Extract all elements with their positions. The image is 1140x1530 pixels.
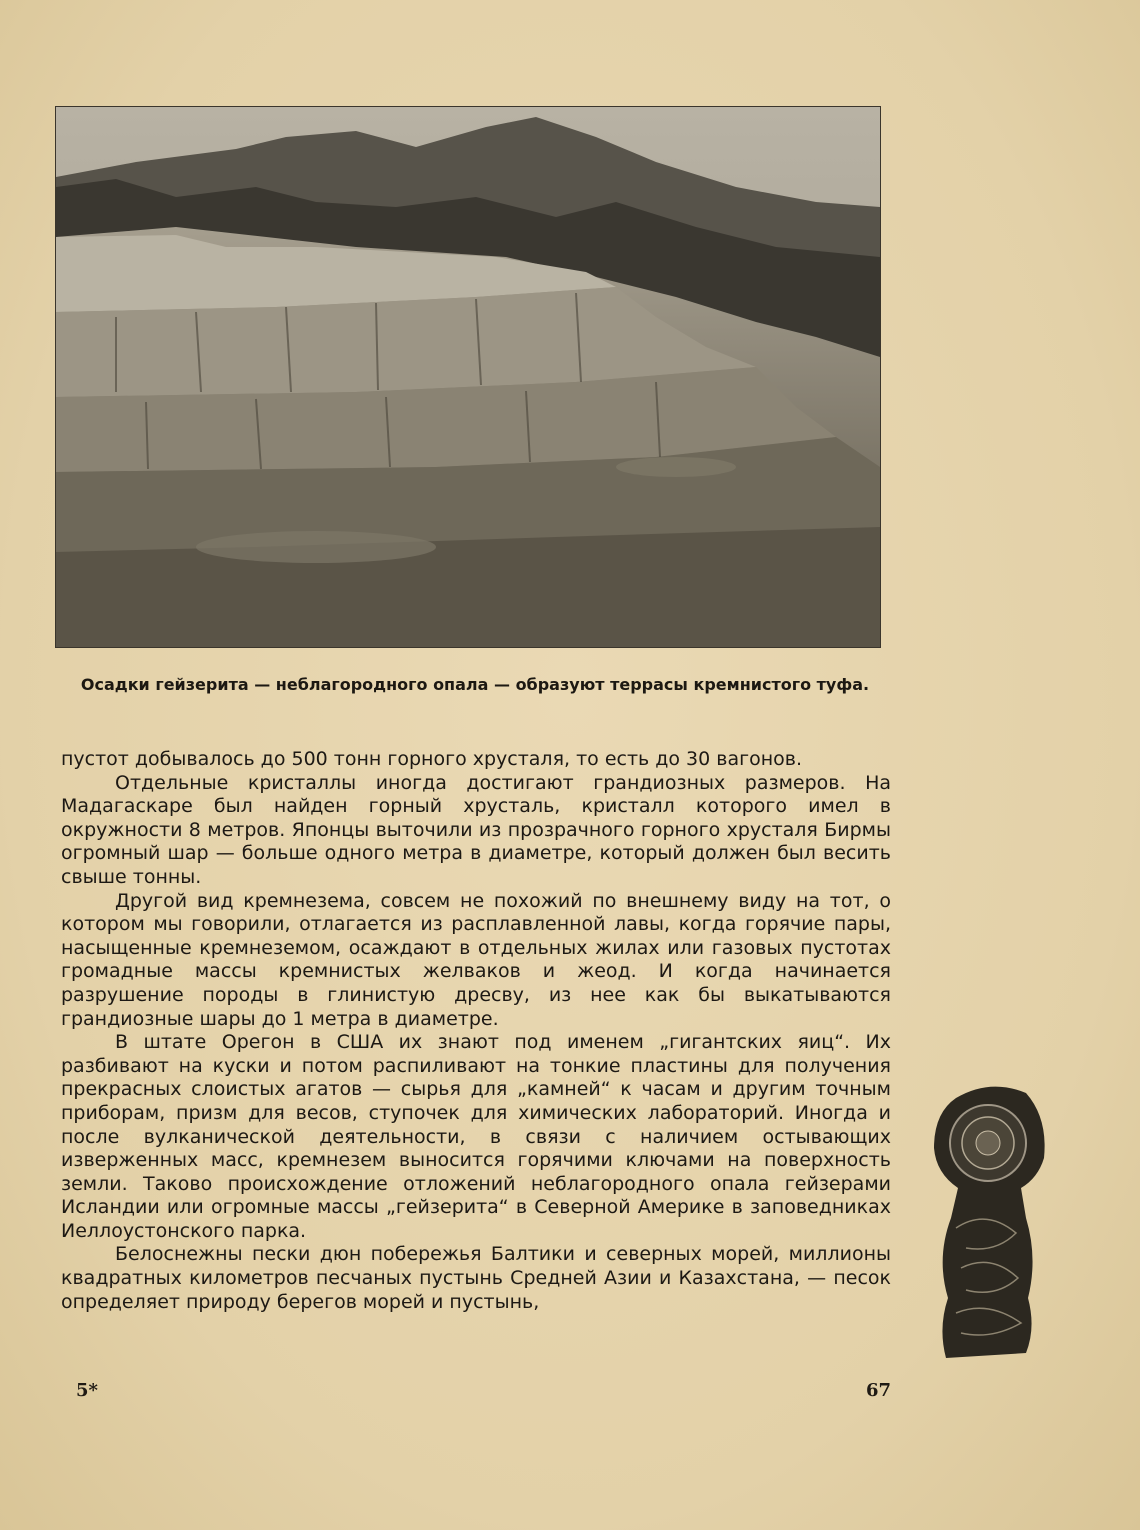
geyserite-terraces-photo bbox=[55, 106, 881, 648]
agate-ornament-icon bbox=[926, 1078, 1054, 1363]
page-number: 67 bbox=[866, 1380, 892, 1401]
paragraph: В штате Орегон в США их знают под именем „гигантских яиц“. Их разбивают на куски и потом распиливают на тонкие пластины для получения прекрасных слоистых агатов — сырья для „камней“ к часам и другим точным приборам, призм для весов, ступочек для химических лабораторий. Иногда и после вулканической деятельности, в связи с наличием остывающих изверженных масс, кремнезем выносится горячими ключами на поверхность земли. Таково происхождение отложений неблагородного опала гейзерами Исландии или огромные массы „гейзерита“ в Северной Америке в заповедниках Иеллоустонского парка. bbox=[61, 1031, 891, 1242]
figure-caption: Осадки гейзерита — неблагородного опала — образуют террасы кремнистого туфа. bbox=[80, 675, 870, 694]
paragraph: Белоснежны пески дюн побережья Балтики и северных морей, миллионы квадратных километров песчаных пустынь Средней Азии и Казахстана, — песок определяет природу берегов морей и пустынь, bbox=[61, 1243, 891, 1313]
body-text bbox=[61, 748, 891, 1314]
paragraph: Другой вид кремнезема, совсем не похожий по внешнему виду на тот, о котором мы говорили, отлагается из расплавленной лавы, когда горячие пары, насыщенные кремнеземом, осаждают в отдельных жилах или газовых пустотах громадные массы кремнистых желваков и жеод. И когда начинается разрушение породы в глинистую дресву, из нее как бы выкатываются грандиозные шары до 1 метра в диаметре. bbox=[61, 889, 891, 1030]
signature-mark: 5* bbox=[76, 1380, 98, 1401]
paragraph: Отдельные кристаллы иногда достигают грандиозных размеров. На Мадагаскаре был найден горный хрусталь, кристалл которого имел в окружности 8 метров. Японцы выточили из прозрачного горного хрусталя Бирмы огромный шар — больше одного метра в диаметре, который должен был весить свыше тонны. bbox=[61, 771, 891, 888]
paragraph: пустот добывалось до 500 тонн горного хрусталя, то есть до 30 вагонов. bbox=[61, 748, 803, 770]
